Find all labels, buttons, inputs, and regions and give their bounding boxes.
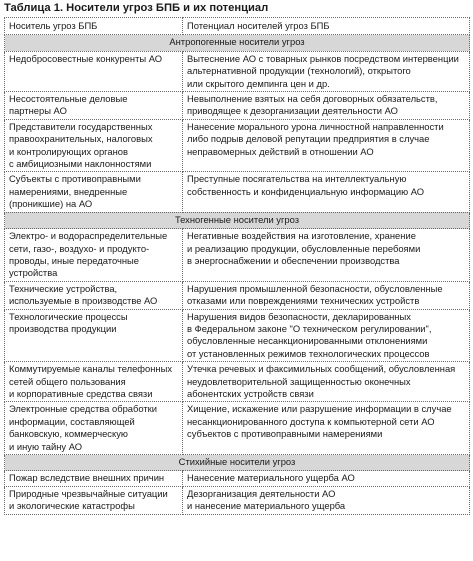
threat-potential-cell: Вытеснение АО с товарных рынков посредством интервенции альтернативной продукции (технологий), открытого или скрытого демпинга цен и др. bbox=[183, 51, 470, 91]
table-row bbox=[5, 309, 470, 362]
table-row bbox=[5, 92, 470, 120]
threat-carrier-cell: Представители государственных правоохранительных, налоговых и контролирующих органов с амбициозными наклонностями bbox=[5, 119, 183, 172]
table-header-row bbox=[5, 18, 470, 35]
table-row bbox=[5, 281, 470, 309]
column-header-carrier: Носитель угроз БПБ bbox=[5, 18, 183, 35]
threat-carrier-cell: Электро- и водораспределительные сети, газо-, воздухо- и продукто- проводы, иные передаточные устройства bbox=[5, 229, 183, 282]
threat-potential-cell: Невыполнение взятых на себя договорных обязательств, приводящее к дезорганизации деятельности АО bbox=[183, 92, 470, 120]
threat-potential-cell: Нанесение морального урона личностной направленности либо подрыв деловой репутации предприятия в случае неправомерных действий в отношении АО bbox=[183, 119, 470, 172]
threat-carriers-table bbox=[4, 17, 470, 515]
table-row bbox=[5, 51, 470, 91]
threat-carrier-cell: Коммутируемые каналы телефонных сетей общего пользования и корпоративные средства связи bbox=[5, 362, 183, 402]
threat-potential-cell: Нарушения промышленной безопасности, обусловленные отказами или повреждениями технических устройств bbox=[183, 281, 470, 309]
column-header-potential: Потенциал носителей угроз БПБ bbox=[183, 18, 470, 35]
threat-carrier-cell: Субъекты с противоправными намерениями, внедренные (проникшие) на АО bbox=[5, 172, 183, 212]
threat-potential-cell: Утечка речевых и факсимильных сообщений, обусловленная неудовлетворительной защищенностью оконечных абонентских устройств связи bbox=[183, 362, 470, 402]
threat-potential-cell: Нарушения видов безопасности, декларированных в Федеральном законе "О техническом регулировании", обусловленные несанкционированными отклонениями от установленных режимов технологических процессов bbox=[183, 309, 470, 362]
section-row bbox=[5, 212, 470, 228]
threat-potential-cell: Хищение, искажение или разрушение информации в случае несанкционированного доступа к компьютерной сети АО субъектов с противоправными намерениями bbox=[183, 402, 470, 455]
threat-carrier-cell: Электронные средства обработки информации, составляющей банковскую, коммерческую и иную тайну АО bbox=[5, 402, 183, 455]
threat-carrier-cell: Технологические процессы производства продукции bbox=[5, 309, 183, 362]
table-row bbox=[5, 172, 470, 212]
table-row bbox=[5, 119, 470, 172]
table-row bbox=[5, 471, 470, 486]
section-row bbox=[5, 35, 470, 51]
threat-potential-cell: Нанесение материального ущерба АО bbox=[183, 471, 470, 486]
table-title: Таблица 1. Носители угроз БПБ и их потенциал bbox=[4, 2, 269, 14]
threat-potential-cell: Негативные воздействия на изготовление, хранение и реализацию продукции, обусловленные перебоями в энергоснабжении и обеспечении производства bbox=[183, 229, 470, 282]
section-heading: Техногенные носители угроз bbox=[5, 212, 470, 228]
threat-potential-cell: Преступные посягательства на интеллектуальную собственность и конфиденциальную информацию АО bbox=[183, 172, 470, 212]
table-body bbox=[5, 35, 470, 514]
table-row bbox=[5, 402, 470, 455]
threat-carrier-cell: Недобросовестные конкуренты АО bbox=[5, 51, 183, 91]
section-heading: Стихийные носители угроз bbox=[5, 455, 470, 471]
threat-potential-cell: Дезорганизация деятельности АО и нанесение материального ущерба bbox=[183, 486, 470, 514]
table-row bbox=[5, 229, 470, 282]
section-row bbox=[5, 455, 470, 471]
threat-carrier-cell: Пожар вследствие внешних причин bbox=[5, 471, 183, 486]
threat-carrier-cell: Технические устройства, используемые в производстве АО bbox=[5, 281, 183, 309]
section-heading: Антропогенные носители угроз bbox=[5, 35, 470, 51]
threat-carrier-cell: Несостоятельные деловые партнеры АО bbox=[5, 92, 183, 120]
table-row bbox=[5, 362, 470, 402]
table-row bbox=[5, 486, 470, 514]
threat-carrier-cell: Природные чрезвычайные ситуации и экологические катастрофы bbox=[5, 486, 183, 514]
